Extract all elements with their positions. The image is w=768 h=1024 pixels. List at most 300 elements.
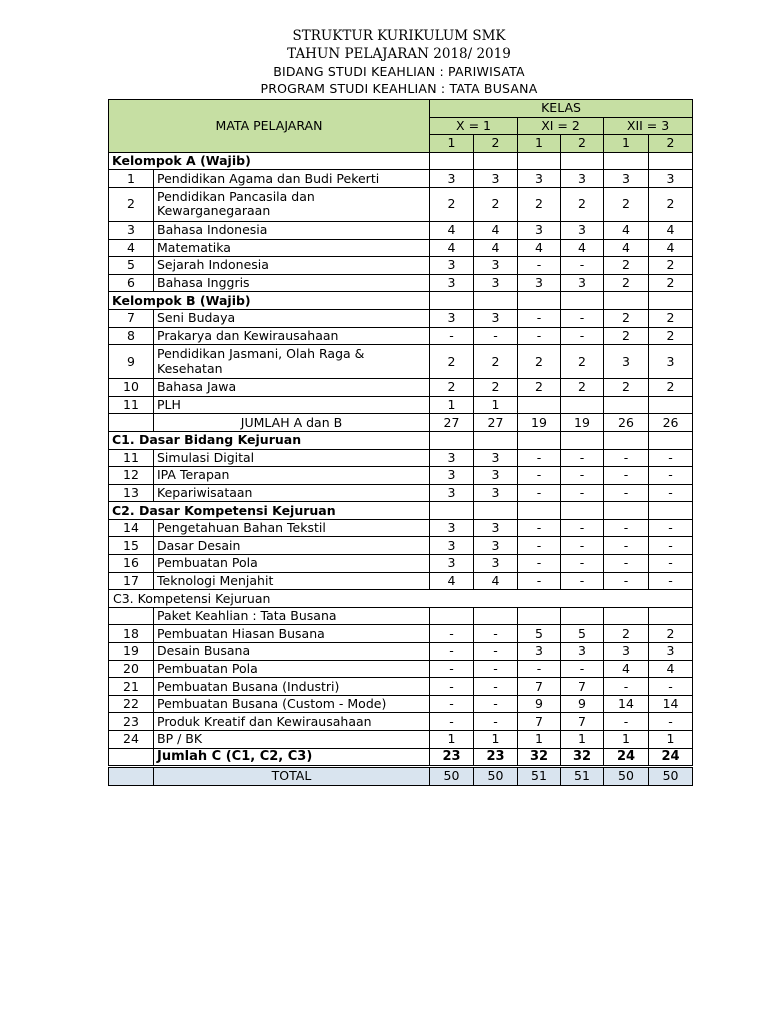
empty-cell: [561, 292, 604, 310]
hours-cell: 4: [474, 221, 518, 239]
hours-cell: -: [430, 625, 474, 643]
hours-cell: 2: [649, 257, 693, 275]
hours-cell: 1: [604, 731, 649, 749]
subject-number: 24: [109, 731, 154, 749]
hours-cell: 2: [474, 379, 518, 397]
hours-cell: 1: [518, 731, 561, 749]
group-title: C1. Dasar Bidang Kejuruan: [109, 431, 430, 449]
hours-cell: -: [649, 713, 693, 731]
empty-cell: [518, 292, 561, 310]
hours-cell: -: [474, 678, 518, 696]
subject-row: [109, 695, 693, 713]
subject-name: Simulasi Digital: [154, 449, 430, 467]
hours-cell: 2: [649, 274, 693, 292]
hours-cell: -: [604, 519, 649, 537]
hours-cell: -: [430, 327, 474, 345]
group-row: [109, 502, 693, 520]
hours-cell: 3: [649, 643, 693, 661]
sum-cell: 51: [518, 767, 561, 786]
sum-cell: 19: [518, 414, 561, 432]
hours-cell: 2: [604, 379, 649, 397]
hours-cell: -: [561, 555, 604, 573]
hours-cell: 3: [604, 345, 649, 379]
sum-cell: 32: [561, 748, 604, 767]
hours-cell: 7: [561, 678, 604, 696]
group-row: [109, 292, 693, 310]
hours-cell: -: [604, 537, 649, 555]
hours-cell: 1: [430, 731, 474, 749]
hours-cell: -: [430, 678, 474, 696]
header-mata-pelajaran: MATA PELAJARAN: [109, 100, 430, 153]
subject-number: 22: [109, 695, 154, 713]
empty-cell: [561, 607, 604, 625]
empty-cell: [474, 152, 518, 170]
subject-row: [109, 379, 693, 397]
subject-name: Pembuatan Busana (Custom - Mode): [154, 695, 430, 713]
empty-cell: [109, 607, 154, 625]
hours-cell: -: [518, 449, 561, 467]
subject-number: 16: [109, 555, 154, 573]
hours-cell: 1: [430, 396, 474, 414]
hours-cell: 3: [430, 555, 474, 573]
hours-cell: 14: [604, 695, 649, 713]
header-kelas: KELAS: [430, 100, 693, 118]
hours-cell: 3: [430, 467, 474, 485]
hours-cell: -: [518, 537, 561, 555]
jumlah-c-row-label: Jumlah C (C1, C2, C3): [154, 748, 430, 767]
hours-cell: 3: [474, 257, 518, 275]
empty-cell: [474, 292, 518, 310]
document-title: STRUKTUR KURIKULUM SMK: [292, 28, 506, 44]
sum-cell: 27: [430, 414, 474, 432]
subject-number: 1: [109, 170, 154, 188]
hours-cell: -: [474, 713, 518, 731]
hours-cell: -: [649, 537, 693, 555]
empty-cell: [561, 502, 604, 520]
sum-cell: 23: [474, 748, 518, 767]
subject-number: 6: [109, 274, 154, 292]
hours-cell: 4: [430, 572, 474, 590]
hours-cell: -: [561, 572, 604, 590]
subject-row: [109, 170, 693, 188]
hours-cell: 4: [430, 221, 474, 239]
empty-cell: [604, 502, 649, 520]
field-of-study: BIDANG STUDI KEAHLIAN : PARIWISATA: [273, 64, 525, 79]
subject-row: [109, 660, 693, 678]
hours-cell: -: [604, 713, 649, 731]
hours-cell: -: [561, 537, 604, 555]
empty-cell: [604, 152, 649, 170]
hours-cell: 3: [474, 309, 518, 327]
empty-cell: [430, 292, 474, 310]
subject-name: Pengetahuan Bahan Tekstil: [154, 519, 430, 537]
hours-cell: -: [474, 660, 518, 678]
hours-cell: 3: [561, 274, 604, 292]
hours-cell: [649, 396, 693, 414]
subject-row: [109, 274, 693, 292]
empty-cell: [474, 502, 518, 520]
hours-cell: 4: [649, 660, 693, 678]
hours-cell: 4: [518, 239, 561, 257]
empty-cell: [604, 607, 649, 625]
hours-cell: -: [604, 467, 649, 485]
hours-cell: 3: [474, 467, 518, 485]
hours-cell: -: [561, 519, 604, 537]
academic-year: TAHUN PELAJARAN 2018/ 2019: [287, 46, 511, 62]
subject-row: [109, 643, 693, 661]
hours-cell: -: [604, 555, 649, 573]
hours-cell: 2: [474, 345, 518, 379]
hours-cell: -: [518, 660, 561, 678]
hours-cell: -: [474, 327, 518, 345]
hours-cell: 1: [474, 731, 518, 749]
subject-name: Bahasa Inggris: [154, 274, 430, 292]
subject-name: Kepariwisataan: [154, 484, 430, 502]
hours-cell: 3: [649, 345, 693, 379]
subject-name: BP / BK: [154, 731, 430, 749]
group-title: Kelompok A (Wajib): [109, 152, 430, 170]
sum-cell: 24: [604, 748, 649, 767]
hours-cell: 3: [430, 257, 474, 275]
hours-cell: 2: [430, 187, 474, 221]
hours-cell: 2: [430, 345, 474, 379]
hours-cell: -: [604, 484, 649, 502]
hours-cell: -: [430, 713, 474, 731]
subject-name: Desain Busana: [154, 643, 430, 661]
group-title: C2. Dasar Kompetensi Kejuruan: [109, 502, 430, 520]
sum-cell: 51: [561, 767, 604, 786]
subject-name: Produk Kreatif dan Kewirausahaan: [154, 713, 430, 731]
subject-row: [109, 396, 693, 414]
hours-cell: 2: [604, 327, 649, 345]
hours-cell: 2: [430, 379, 474, 397]
hours-cell: -: [474, 695, 518, 713]
subject-number: 4: [109, 239, 154, 257]
subject-name: Pendidikan Agama dan Budi Pekerti: [154, 170, 430, 188]
subject-name: Pendidikan Jasmani, Olah Raga & Kesehatan: [154, 345, 430, 379]
subject-name: Pembuatan Pola: [154, 660, 430, 678]
empty-cell: [649, 431, 693, 449]
empty-cell: [604, 292, 649, 310]
subject-number: 23: [109, 713, 154, 731]
empty-cell: [561, 152, 604, 170]
hours-cell: 3: [474, 449, 518, 467]
hours-cell: -: [561, 484, 604, 502]
hours-cell: -: [604, 572, 649, 590]
subject-number: 7: [109, 309, 154, 327]
sum-cell: 26: [649, 414, 693, 432]
empty-cell: [561, 431, 604, 449]
hours-cell: 3: [474, 170, 518, 188]
hours-cell: 2: [604, 309, 649, 327]
sum-cell: 50: [604, 767, 649, 786]
hours-cell: 3: [430, 274, 474, 292]
empty-cell: [649, 502, 693, 520]
hours-cell: 1: [561, 731, 604, 749]
hours-cell: 3: [561, 170, 604, 188]
hours-cell: -: [561, 309, 604, 327]
subject-row: [109, 239, 693, 257]
hours-cell: 3: [474, 519, 518, 537]
hours-cell: 3: [430, 519, 474, 537]
hours-cell: 4: [604, 660, 649, 678]
subject-number: 8: [109, 327, 154, 345]
subject-row: [109, 713, 693, 731]
jumlah-c-row: [109, 748, 693, 767]
hours-cell: 3: [604, 170, 649, 188]
hours-cell: 2: [474, 187, 518, 221]
study-program: PROGRAM STUDI KEAHLIAN : TATA BUSANA: [260, 81, 538, 96]
paket-keahlian: Paket Keahlian : Tata Busana: [154, 607, 430, 625]
hours-cell: 3: [518, 643, 561, 661]
hours-cell: 7: [561, 713, 604, 731]
subject-row: [109, 467, 693, 485]
subject-row: [109, 625, 693, 643]
empty-cell: [109, 748, 154, 767]
hours-cell: 5: [518, 625, 561, 643]
subject-row: [109, 572, 693, 590]
subject-name: Pembuatan Busana (Industri): [154, 678, 430, 696]
subject-number: 13: [109, 484, 154, 502]
hours-cell: 3: [430, 170, 474, 188]
empty-cell: [109, 767, 154, 786]
subject-name: Bahasa Indonesia: [154, 221, 430, 239]
hours-cell: 2: [604, 257, 649, 275]
header-grade: XI = 2: [518, 117, 604, 135]
empty-cell: [474, 607, 518, 625]
hours-cell: 4: [604, 221, 649, 239]
empty-cell: [109, 414, 154, 432]
subject-name: Seni Budaya: [154, 309, 430, 327]
subject-name: Sejarah Indonesia: [154, 257, 430, 275]
header-semester: 2: [649, 135, 693, 153]
subject-name: Bahasa Jawa: [154, 379, 430, 397]
hours-cell: -: [518, 519, 561, 537]
hours-cell: 1: [649, 731, 693, 749]
hours-cell: 1: [474, 396, 518, 414]
hours-cell: 9: [561, 695, 604, 713]
subject-number: 11: [109, 449, 154, 467]
hours-cell: 4: [430, 239, 474, 257]
hours-cell: 7: [518, 713, 561, 731]
sum-cell: 23: [430, 748, 474, 767]
subject-number: 2: [109, 187, 154, 221]
subject-number: 11: [109, 396, 154, 414]
hours-cell: 2: [518, 187, 561, 221]
subject-row: [109, 345, 693, 379]
hours-cell: 9: [518, 695, 561, 713]
header-semester: 1: [604, 135, 649, 153]
empty-cell: [649, 607, 693, 625]
empty-cell: [518, 502, 561, 520]
hours-cell: 3: [561, 221, 604, 239]
hours-cell: -: [649, 467, 693, 485]
hours-cell: 3: [649, 170, 693, 188]
subject-number: 20: [109, 660, 154, 678]
empty-cell: [604, 431, 649, 449]
subject-number: 15: [109, 537, 154, 555]
sum-cell: 50: [430, 767, 474, 786]
hours-cell: [604, 396, 649, 414]
hours-cell: 3: [430, 537, 474, 555]
header-semester: 2: [561, 135, 604, 153]
hours-cell: -: [561, 449, 604, 467]
hours-cell: 3: [474, 537, 518, 555]
group-row: [109, 431, 693, 449]
total-row-label: TOTAL: [154, 767, 430, 786]
hours-cell: -: [649, 555, 693, 573]
subject-name: Matematika: [154, 239, 430, 257]
hours-cell: 2: [649, 187, 693, 221]
header-grade: X = 1: [430, 117, 518, 135]
header-semester: 1: [430, 135, 474, 153]
hours-cell: -: [518, 257, 561, 275]
subject-name: Pembuatan Pola: [154, 555, 430, 573]
empty-cell: [474, 431, 518, 449]
jumlah-ab-row: [109, 414, 693, 432]
group-title: Kelompok B (Wajib): [109, 292, 430, 310]
subject-name: Prakarya dan Kewirausahaan: [154, 327, 430, 345]
jumlah-ab-row-label: JUMLAH A dan B: [154, 414, 430, 432]
subject-number: 5: [109, 257, 154, 275]
curriculum-table-body: [109, 100, 693, 786]
total-row: [109, 767, 693, 786]
subject-name: PLH: [154, 396, 430, 414]
hours-cell: [561, 396, 604, 414]
subject-row: [109, 555, 693, 573]
subject-row: [109, 731, 693, 749]
hours-cell: 4: [649, 239, 693, 257]
hours-cell: 2: [561, 345, 604, 379]
subject-number: 17: [109, 572, 154, 590]
subject-row: [109, 221, 693, 239]
hours-cell: 3: [561, 643, 604, 661]
subject-number: 9: [109, 345, 154, 379]
hours-cell: 2: [604, 625, 649, 643]
header-grade: XII = 3: [604, 117, 693, 135]
subject-number: 10: [109, 379, 154, 397]
sum-cell: 50: [474, 767, 518, 786]
subject-row: [109, 678, 693, 696]
empty-cell: [518, 152, 561, 170]
hours-cell: 2: [649, 625, 693, 643]
hours-cell: 2: [518, 345, 561, 379]
hours-cell: -: [474, 643, 518, 661]
empty-cell: [649, 292, 693, 310]
hours-cell: 3: [518, 170, 561, 188]
hours-cell: -: [518, 484, 561, 502]
group-row: [109, 590, 693, 608]
hours-cell: -: [561, 257, 604, 275]
hours-cell: 3: [430, 449, 474, 467]
hours-cell: 4: [649, 221, 693, 239]
hours-cell: 4: [474, 572, 518, 590]
sum-cell: 32: [518, 748, 561, 767]
hours-cell: -: [604, 449, 649, 467]
header-row-kelas: [109, 100, 693, 118]
empty-cell: [430, 431, 474, 449]
hours-cell: 4: [474, 239, 518, 257]
hours-cell: 3: [474, 274, 518, 292]
hours-cell: -: [430, 660, 474, 678]
subject-row: [109, 449, 693, 467]
hours-cell: -: [649, 484, 693, 502]
header-semester: 1: [518, 135, 561, 153]
hours-cell: -: [649, 449, 693, 467]
empty-cell: [518, 431, 561, 449]
subject-name: Dasar Desain: [154, 537, 430, 555]
empty-cell: [649, 152, 693, 170]
sum-cell: 26: [604, 414, 649, 432]
hours-cell: 4: [561, 239, 604, 257]
subject-name: Pendidikan Pancasila dan Kewarganegaraan: [154, 187, 430, 221]
hours-cell: [518, 396, 561, 414]
subject-row: [109, 484, 693, 502]
hours-cell: 3: [518, 221, 561, 239]
sum-cell: 50: [649, 767, 693, 786]
empty-cell: [430, 152, 474, 170]
subject-number: 3: [109, 221, 154, 239]
hours-cell: -: [518, 327, 561, 345]
hours-cell: 2: [649, 379, 693, 397]
subject-number: 18: [109, 625, 154, 643]
group-row: [109, 152, 693, 170]
sum-cell: 24: [649, 748, 693, 767]
hours-cell: 3: [474, 555, 518, 573]
hours-cell: -: [518, 467, 561, 485]
hours-cell: -: [430, 695, 474, 713]
hours-cell: 2: [649, 309, 693, 327]
hours-cell: 2: [518, 379, 561, 397]
hours-cell: 2: [561, 379, 604, 397]
subject-number: 14: [109, 519, 154, 537]
hours-cell: -: [474, 625, 518, 643]
curriculum-table: [108, 99, 693, 786]
hours-cell: -: [518, 555, 561, 573]
hours-cell: -: [649, 519, 693, 537]
empty-cell: [430, 502, 474, 520]
hours-cell: -: [649, 572, 693, 590]
hours-cell: 3: [430, 484, 474, 502]
paket-row: [109, 607, 693, 625]
hours-cell: 2: [649, 327, 693, 345]
subject-number: 21: [109, 678, 154, 696]
hours-cell: 3: [474, 484, 518, 502]
subject-row: [109, 309, 693, 327]
subject-number: 12: [109, 467, 154, 485]
hours-cell: 3: [604, 643, 649, 661]
hours-cell: 14: [649, 695, 693, 713]
hours-cell: 2: [604, 187, 649, 221]
hours-cell: -: [518, 572, 561, 590]
hours-cell: 3: [518, 274, 561, 292]
sum-cell: 19: [561, 414, 604, 432]
empty-cell: [430, 607, 474, 625]
subject-name: Teknologi Menjahit: [154, 572, 430, 590]
subject-name: IPA Terapan: [154, 467, 430, 485]
hours-cell: -: [561, 327, 604, 345]
subject-row: [109, 257, 693, 275]
hours-cell: -: [561, 660, 604, 678]
hours-cell: 5: [561, 625, 604, 643]
header-semester: 2: [474, 135, 518, 153]
group-title: C3. Kompetensi Kejuruan: [109, 590, 693, 608]
hours-cell: -: [604, 678, 649, 696]
hours-cell: 3: [430, 309, 474, 327]
hours-cell: -: [518, 309, 561, 327]
subject-row: [109, 327, 693, 345]
hours-cell: -: [561, 467, 604, 485]
